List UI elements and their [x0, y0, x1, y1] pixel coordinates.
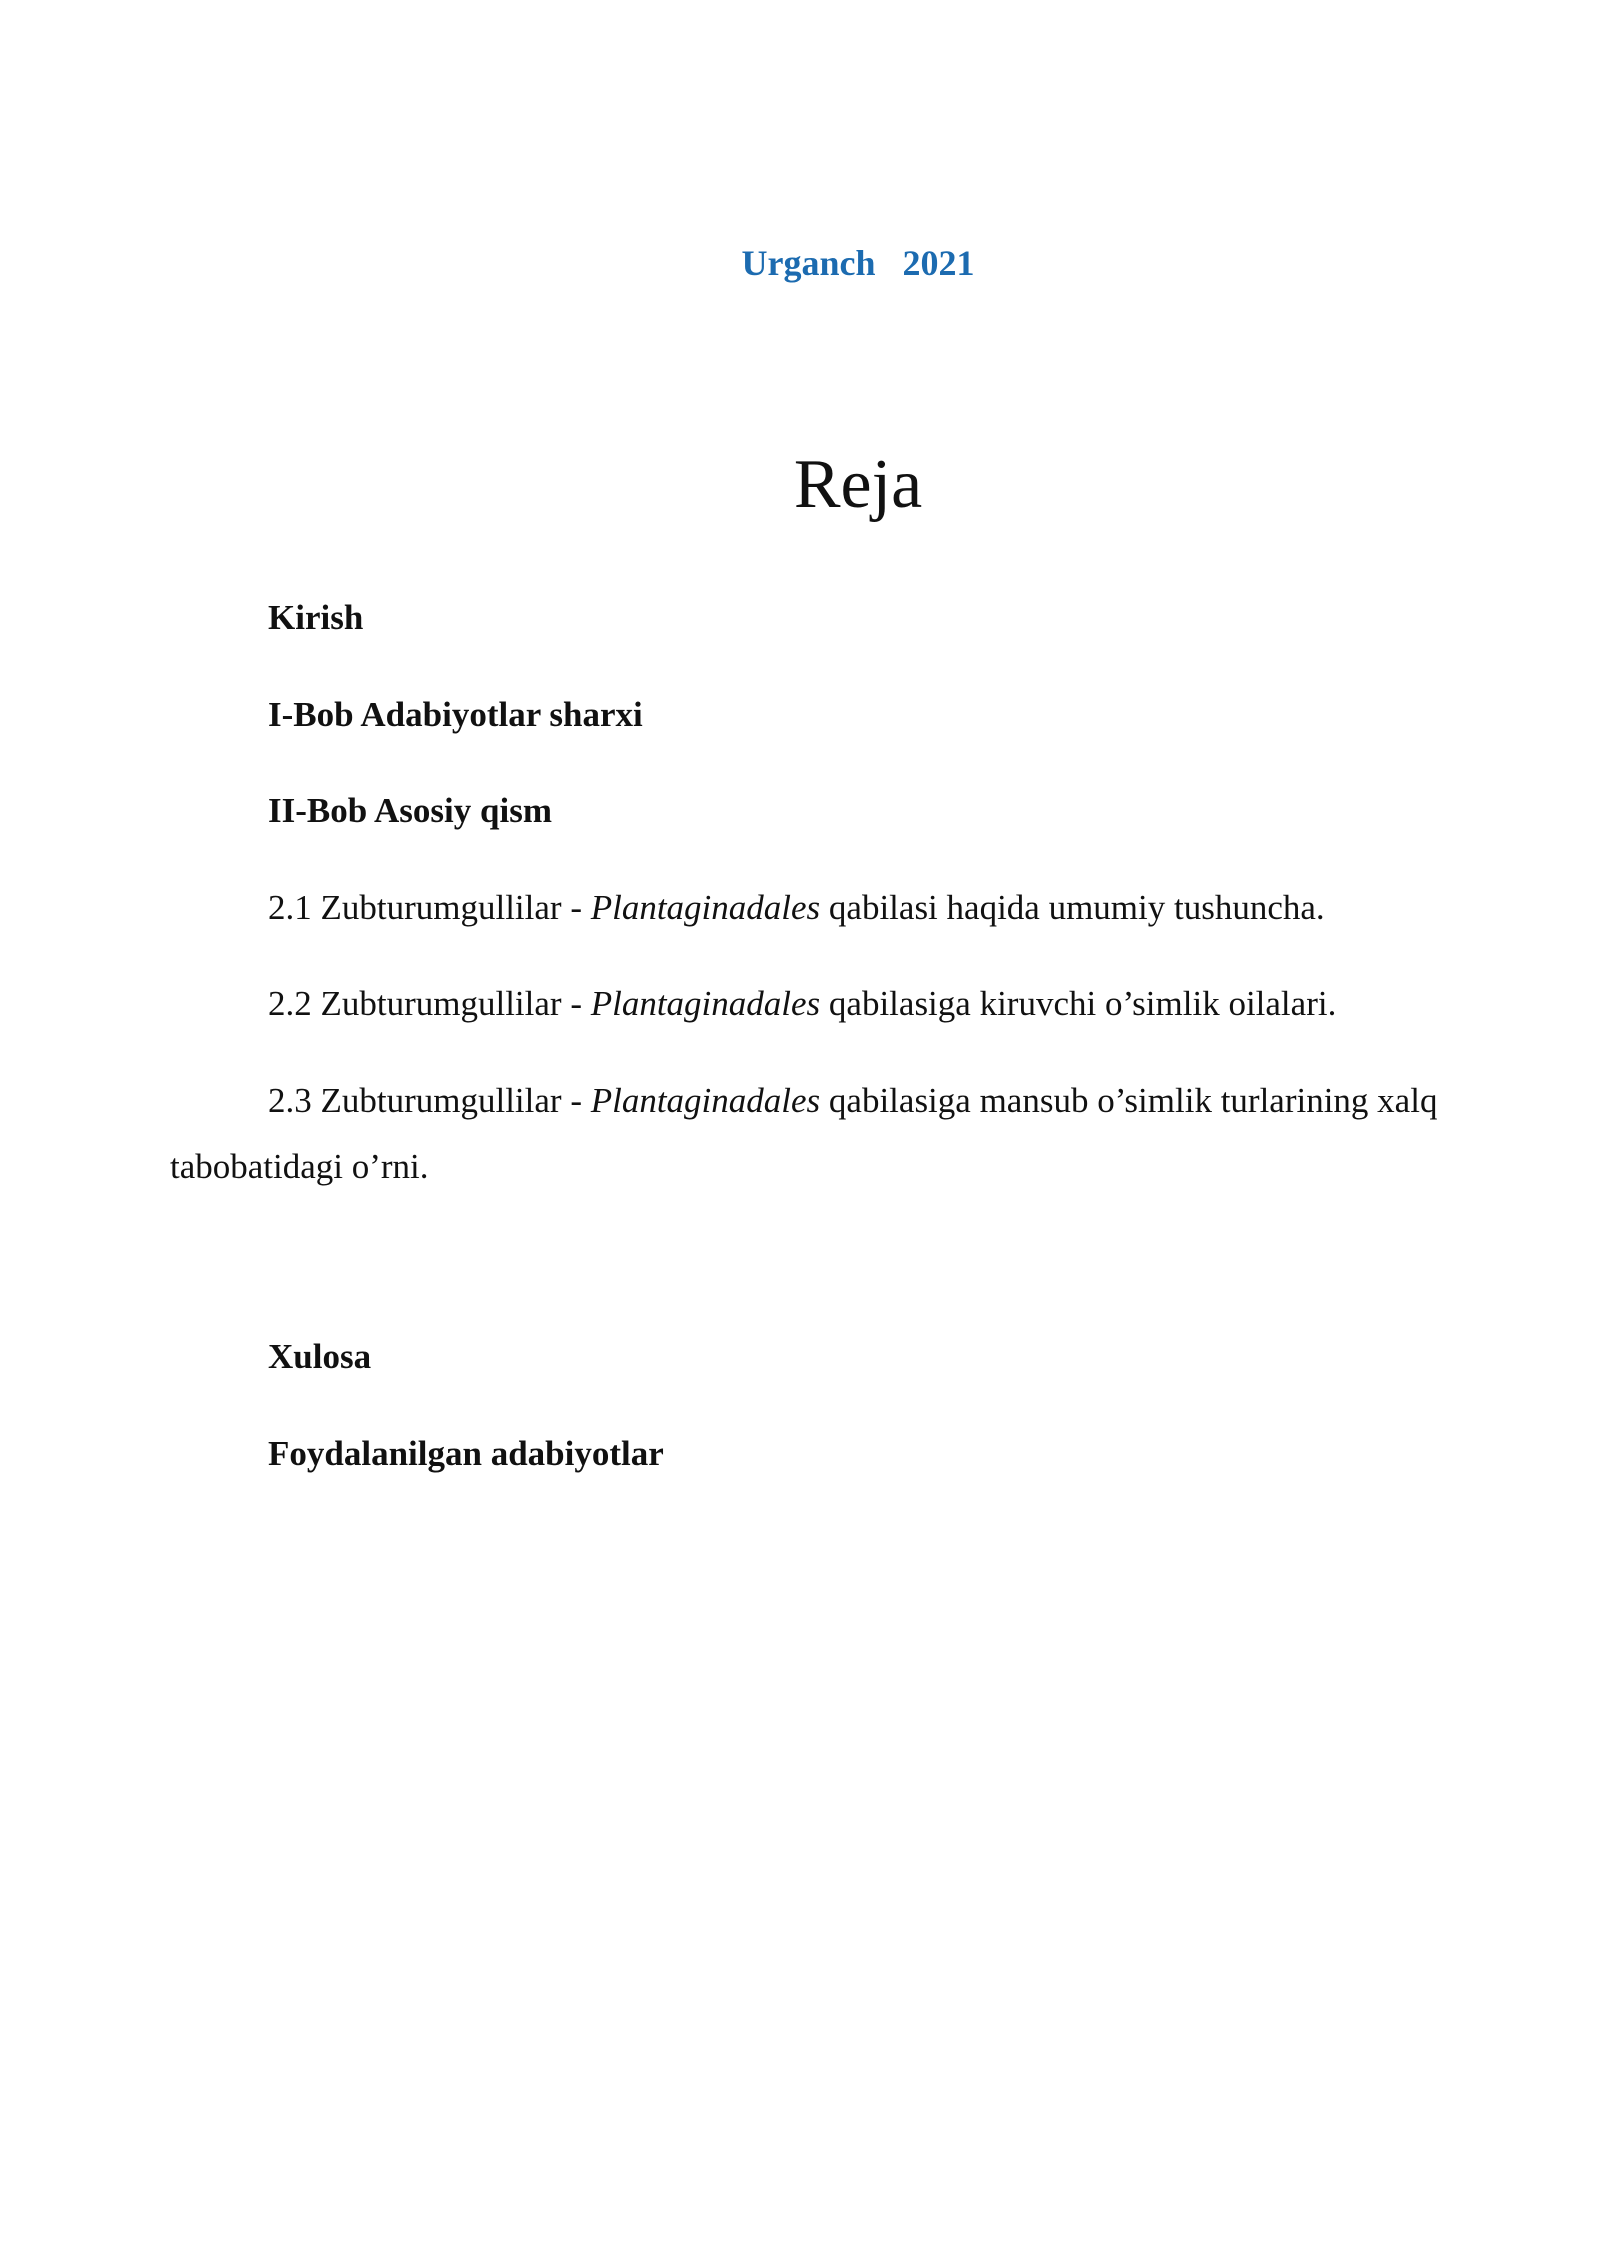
section-2-1-prefix: 2.1 Zubturumgullilar - — [268, 888, 591, 927]
plan-item-xulosa: Xulosa — [268, 1337, 372, 1376]
plan-item-chapter-1: I-Bob Adabiyotlar sharxi — [268, 695, 643, 734]
plan-item-section-2-1 — [268, 888, 1325, 928]
plan-item-section-2-3 — [170, 1068, 1450, 1200]
section-2-3-prefix: 2.3 Zubturumgullilar - — [268, 1081, 591, 1120]
plan-item-references: Foydalanilgan adabiyotlar — [268, 1434, 664, 1473]
page-title: Reja — [793, 446, 923, 523]
section-2-2-suffix: qabilasiga kiruvchi o’simlik oilalari. — [820, 984, 1337, 1023]
section-2-1-suffix: qabilasi haqida umumiy tushuncha. — [820, 888, 1325, 927]
section-2-1-taxon: Plantaginadales — [590, 888, 821, 927]
plan-item-chapter-2: II-Bob Asosiy qism — [268, 791, 552, 830]
section-2-2-taxon: Plantaginadales — [590, 984, 821, 1023]
section-2-3-taxon: Plantaginadales — [590, 1081, 821, 1120]
header-year: 2021 — [902, 243, 975, 283]
plan-item-section-2-2 — [268, 984, 1336, 1024]
header-city-year — [0, 242, 1600, 284]
section-2-2-prefix: 2.2 Zubturumgullilar - — [268, 984, 591, 1023]
header-city: Urganch — [741, 243, 876, 283]
section-2-3-suffix: qabilasiga mansub o’simlik turlarining xalq tabobatidagi o’rni. — [170, 1081, 1438, 1186]
plan-item-kirish: Kirish — [268, 598, 364, 637]
